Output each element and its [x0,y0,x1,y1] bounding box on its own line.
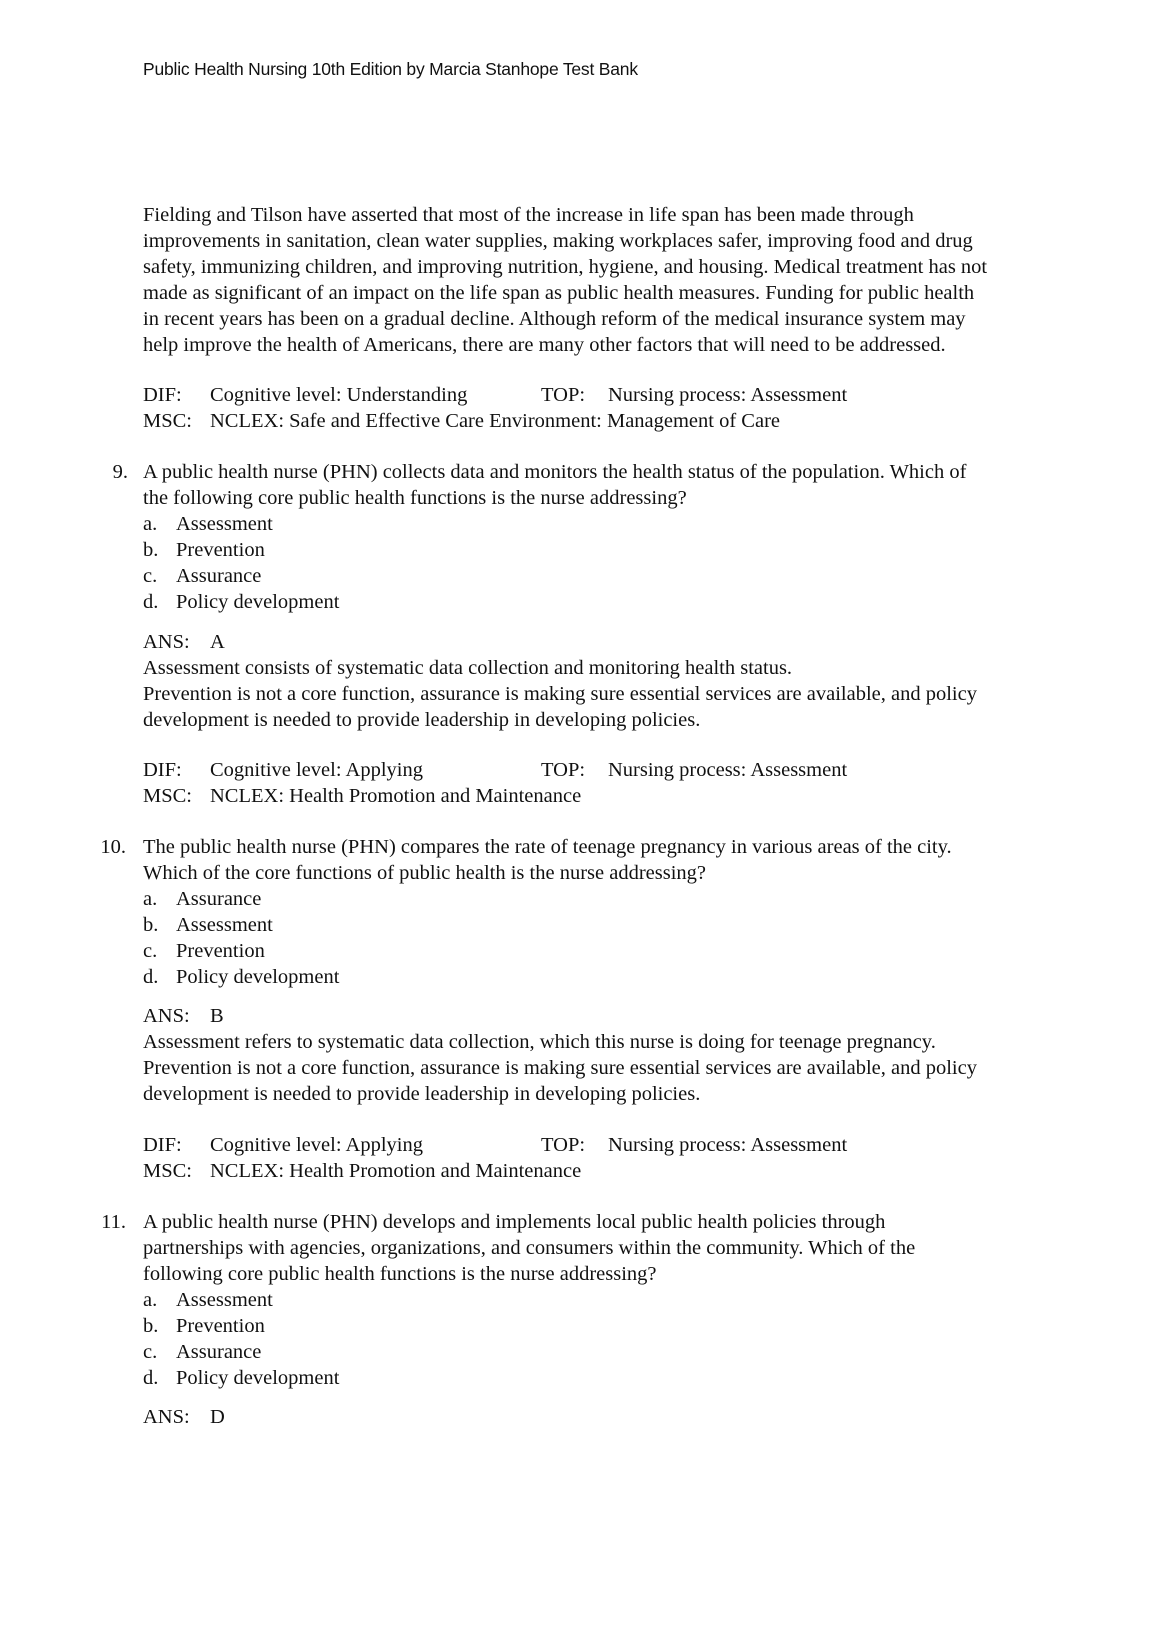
option-c: c. Assurance [143,1341,262,1363]
top-value: Nursing process: Assessment [608,759,848,781]
dif-label: DIF: [143,1134,182,1156]
question-number: 11. [101,1211,126,1233]
dif-value: Cognitive level: Applying [210,1134,423,1156]
msc-label: MSC: [143,410,192,432]
question-9-meta [143,757,1083,809]
question-number: 9. [112,461,128,483]
rationale-line: in recent years has been on a gradual decline. Although reform of the medical insurance system may [143,308,966,330]
dif-label: DIF: [143,384,182,406]
rationale-line: development is needed to provide leadership in developing policies. [143,1083,701,1105]
q8-rationale [143,202,1083,358]
rationale-line: safety, immunizing children, and improving nutrition, hygiene, and housing. Medical treatment has not [143,256,988,278]
option-c: c. Assurance [143,565,262,587]
dif-label: DIF: [143,759,182,781]
option-b: b. Assessment [143,914,273,936]
question-stem-line: The public health nurse (PHN) compares the rate of teenage pregnancy in various areas of the city. [143,836,952,858]
option-a: a. Assessment [143,513,273,535]
msc-value: NCLEX: Health Promotion and Maintenance [210,1160,582,1182]
ans-label: ANS: [143,631,190,653]
option-d: d. Policy development [143,966,340,988]
question-10 [143,834,1083,990]
rationale-line: Assessment consists of systematic data collection and monitoring health status. [143,657,793,679]
option-a: a. Assessment [143,1289,273,1311]
question-10-answer [143,1003,1083,1107]
rationale-line: Prevention is not a core function, assurance is making sure essential services are available, and policy [143,683,977,705]
ans-value: B [210,1005,224,1027]
q8-meta [143,382,1083,434]
msc-value: NCLEX: Safe and Effective Care Environment: Management of Care [210,410,781,432]
option-b: b. Prevention [143,539,265,561]
question-stem-line: partnerships with agencies, organizations, and consumers within the community. Which of the [143,1237,916,1259]
rationale-line: Assessment refers to systematic data collection, which this nurse is doing for teenage pregnancy. [143,1031,936,1053]
ans-label: ANS: [143,1005,190,1027]
ans-value: A [210,631,225,653]
rationale-line: help improve the health of Americans, there are many other factors that will need to be addressed. [143,334,946,356]
option-d: d. Policy development [143,1367,340,1389]
page-header-title: Public Health Nursing 10th Edition by Marcia Stanhope Test Bank [143,59,638,79]
top-label: TOP: [541,1134,586,1156]
option-b: b. Prevention [143,1315,265,1337]
top-label: TOP: [541,759,586,781]
top-value: Nursing process: Assessment [608,1134,848,1156]
question-stem-line: A public health nurse (PHN) collects data and monitors the health status of the population. Which of [143,461,967,483]
ans-label: ANS: [143,1406,190,1428]
question-stem-line: Which of the core functions of public health is the nurse addressing? [143,862,707,884]
top-label: TOP: [541,384,586,406]
question-10-meta [143,1132,1083,1184]
question-stem-line: the following core public health functions is the nurse addressing? [143,487,687,509]
rationale-line: Fielding and Tilson have asserted that most of the increase in life span has been made through [143,204,914,226]
question-9 [143,459,1083,615]
question-11 [143,1209,1083,1391]
msc-label: MSC: [143,1160,192,1182]
option-c: c. Prevention [143,940,265,962]
rationale-line: Prevention is not a core function, assurance is making sure essential services are available, and policy [143,1057,977,1079]
rationale-line: improvements in sanitation, clean water supplies, making workplaces safer, improving food and drug [143,230,973,252]
question-11-answer [143,1404,1083,1430]
option-a: a. Assurance [143,888,262,910]
msc-label: MSC: [143,785,192,807]
question-number: 10. [100,836,126,858]
rationale-line: development is needed to provide leadership in developing policies. [143,709,701,731]
msc-value: NCLEX: Health Promotion and Maintenance [210,785,582,807]
question-9-answer [143,629,1083,733]
question-stem-line: following core public health functions is the nurse addressing? [143,1263,657,1285]
dif-value: Cognitive level: Understanding [210,384,468,406]
top-value: Nursing process: Assessment [608,384,848,406]
ans-value: D [210,1406,225,1428]
rationale-line: made as significant of an impact on the life span as public health measures. Funding for public health [143,282,975,304]
question-stem-line: A public health nurse (PHN) develops and implements local public health policies through [143,1211,886,1233]
dif-value: Cognitive level: Applying [210,759,423,781]
option-d: d. Policy development [143,591,340,613]
